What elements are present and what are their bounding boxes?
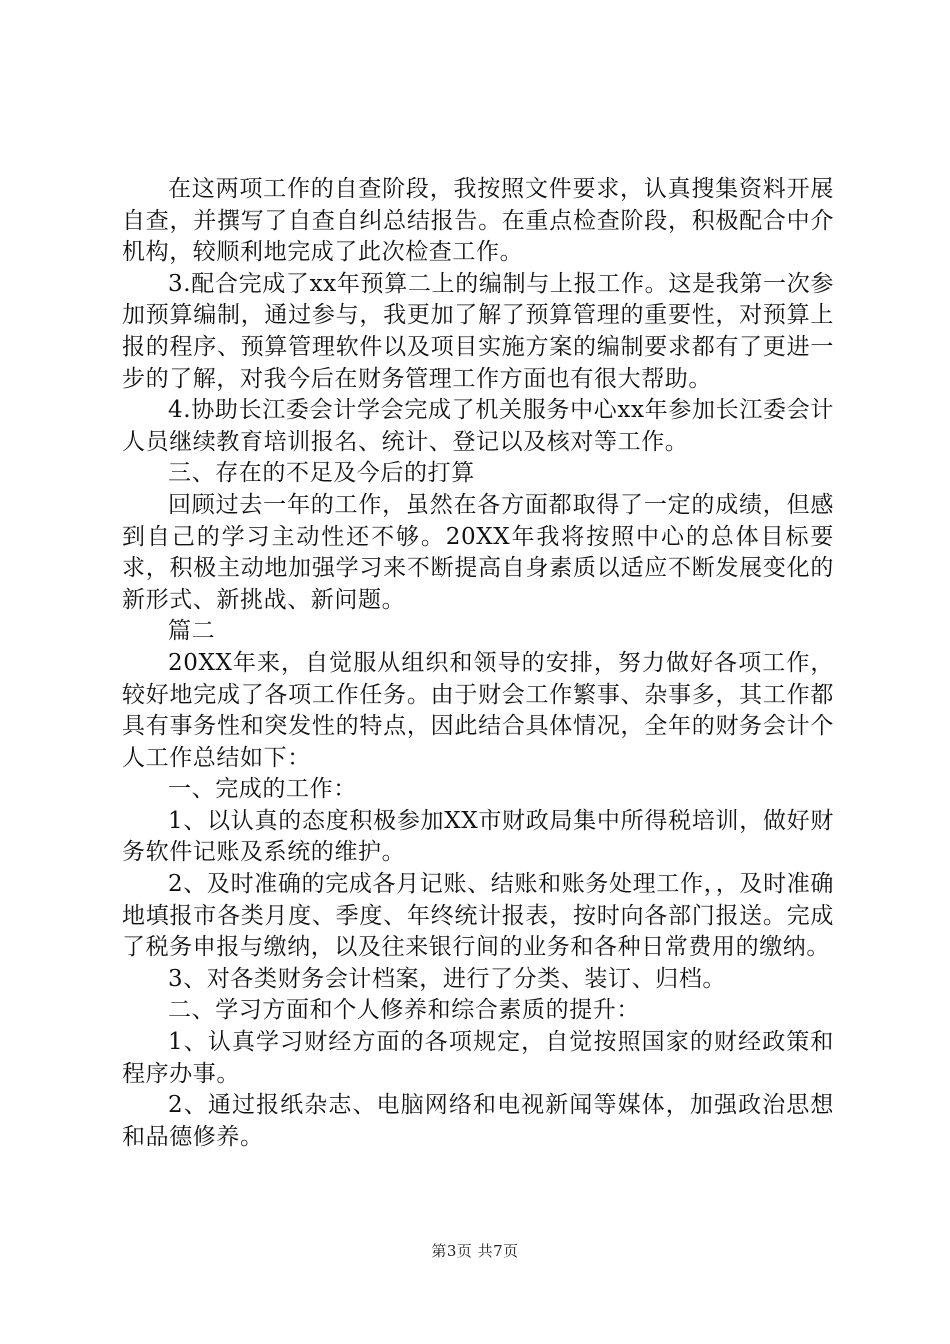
section-heading: 篇二 <box>168 618 216 645</box>
paragraph: 20XX年来，自觉服从组织和领导的安排，努力做好各项工作，较好地完成了各项工作任务。由于财会工作繁事、杂事多，其工作都具有事务性和突发性的特点，因此结合具体情况，全年的财务会计个人工作总结如下： <box>122 649 834 771</box>
section-heading: 二、学习方面和个人修养和综合素质的提升： <box>168 997 640 1024</box>
list-item: 3、对各类财务会计档案，进行了分类、装订、归档。 <box>168 965 727 992</box>
list-item: 2、通过报纸杂志、电脑网络和电视新闻等媒体，加强政治思想和品德修养。 <box>122 1092 834 1150</box>
paragraph: 3.配合完成了xx年预算二上的编制与上报工作。这是我第一次参加预算编制，通过参与，我更加了解了预算管理的重要性，对预算上报的程序、预算管理软件以及项目实施方案的编制要求都有了更进一步的了解，对我今后在财务管理工作方面也有很大帮助。 <box>122 270 834 392</box>
document-body <box>122 174 834 1153</box>
list-item: 1、以认真的态度积极参加XX市财政局集中所得税培训，做好财务软件记账及系统的维护。 <box>122 807 834 866</box>
paragraph: 在这两项工作的自查阶段，我按照文件要求，认真搜集资料开展自查，并撰写了自查自纠总结报告。在重点检查阶段，积极配合中介机构，较顺利地完成了此次检查工作。 <box>122 176 834 266</box>
list-item: 1、认真学习财经方面的各项规定，自觉按照国家的财经政策和程序办事。 <box>122 1029 834 1087</box>
paragraph: 回顾过去一年的工作，虽然在各方面都取得了一定的成绩，但感到自己的学习主动性还不够。20XX年我将按照中心的总体目标要求，积极主动地加强学习来不断提高自身素质以适应不断发展变化的新形式、新挑战、新问题。 <box>122 491 834 613</box>
section-heading: 一、完成的工作： <box>168 776 357 803</box>
section-heading: 三、存在的不足及今后的打算 <box>168 460 475 487</box>
list-item: 2、及时准确的完成各月记账、结账和账务处理工作，，及时准确地填报市各类月度、季度、年终统计报表，按时向各部门报送。完成了税务申报与缴纳，以及往来银行间的业务和各种日常费用的缴纳。 <box>122 871 834 961</box>
paragraph: 4.协助长江委会计学会完成了机关服务中心xx年参加长江委会计人员继续教育培训报名、统计、登记以及核对等工作。 <box>122 397 834 455</box>
page-footer: 第3页 共7页 <box>431 1242 519 1260</box>
